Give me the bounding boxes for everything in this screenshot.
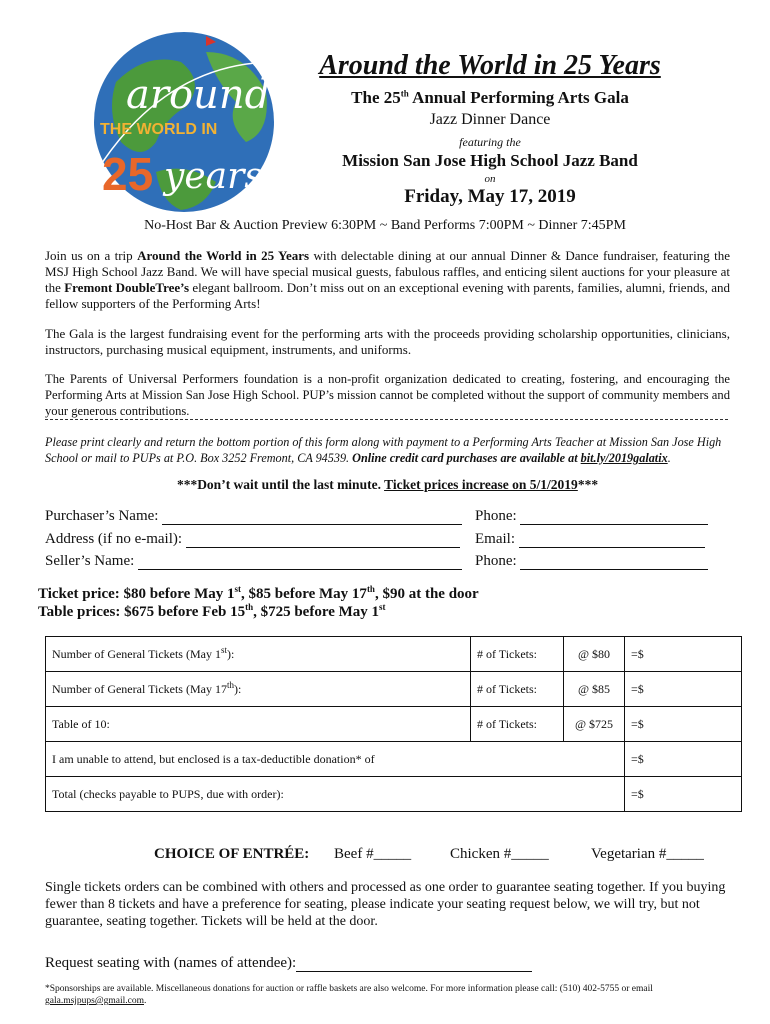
seating-paragraph: Single tickets orders can be combined with others and processed as one order to guarantee seating together. If you buying fewer than 8 tickets and have a preference for seating, please indicate your seating request below, we will try, but not guarantee, seating together. Tickets will be held at the door. xyxy=(45,880,726,929)
order-table xyxy=(45,636,742,812)
table-row: Number of General Tickets (May 17th): # of Tickets: @ $85 =$ xyxy=(46,672,742,707)
amount-cell[interactable]: =$ xyxy=(625,707,742,742)
table-row: Table of 10: # of Tickets: @ $725 =$ xyxy=(46,707,742,742)
chicken-field[interactable]: Chicken #_____ xyxy=(450,846,549,862)
ticket-count-cell[interactable]: # of Tickets: xyxy=(471,637,564,672)
purchase-link[interactable]: bit.ly/2019galatix xyxy=(580,451,668,465)
seating-request-field[interactable]: Request seating with (names of attendee): xyxy=(45,955,735,972)
amount-cell[interactable]: =$ xyxy=(625,637,742,672)
logo-around-text: around xyxy=(126,72,271,118)
logo-world-text: THE WORLD IN xyxy=(100,121,218,138)
event-times: No-Host Bar & Auction Preview 6:30PM ~ Band Performs 7:00PM ~ Dinner 7:45PM xyxy=(144,218,626,233)
ticket-prices: Ticket price: $80 before May 1st, $85 before May 17th, $90 at the door xyxy=(38,584,479,602)
on-text: on xyxy=(484,173,496,185)
featuring-text: featuring the xyxy=(459,135,521,149)
total-amount-cell[interactable]: =$ xyxy=(625,777,742,812)
page-title: Around the World in 25 Years xyxy=(319,50,661,81)
donation-amount-cell[interactable]: =$ xyxy=(625,742,742,777)
table-row: I am unable to attend, but enclosed is a tax-deductible donation* of =$ xyxy=(46,742,742,777)
event-type: Jazz Dinner Dance xyxy=(429,111,551,128)
amount-cell[interactable]: =$ xyxy=(625,672,742,707)
ticket-count-cell[interactable]: # of Tickets: xyxy=(471,707,564,742)
entree-label: CHOICE OF ENTRÉE: xyxy=(154,846,310,862)
email-field[interactable]: Email: xyxy=(475,531,705,548)
seller-phone-field[interactable]: Phone: xyxy=(475,553,708,570)
band-name: Mission San Jose High School Jazz Band xyxy=(342,151,638,170)
intro-paragraph: Join us on a trip Around the World in 25 Years with delectable dining at our annual Dinner & Dance fundraiser, featuring the MSJ High School Jazz Band. We will have special musical guests, fabulous raffles, and enticing silent auctions for your pleasure at the Fremont DoubleTree’s elegant ballroom. Don’t miss out on an exceptional evening with parents, families, alumni, friends, and fellow supporters of the Performing Arts! xyxy=(45,248,730,311)
email-link[interactable]: gala.msjpups@gmail.com xyxy=(45,996,144,1006)
table-prices: Table prices: $675 before Feb 15th, $725 before May 1st xyxy=(38,602,386,620)
beef-field[interactable]: Beef #_____ xyxy=(334,846,412,862)
table-row: Number of General Tickets (May 1st): # of Tickets: @ $80 =$ xyxy=(46,637,742,672)
ticket-count-cell[interactable]: # of Tickets: xyxy=(471,672,564,707)
phone-field[interactable]: Phone: xyxy=(475,508,708,525)
gala-paragraph: The Gala is the largest fundraising event for the performing arts with the proceeds providing scholarship opportunities, clinicians, instructors, purchasing musical equipment, instruments, and uniforms. xyxy=(45,326,730,357)
footnote: *Sponsorships are available. Miscellaneous donations for auction or raffle baskets are also welcome. For more information please call: (510) 402-5755 or email gala.msjpups@gmail.com. xyxy=(45,984,653,1006)
event-date: Friday, May 17, 2019 xyxy=(404,186,576,207)
pup-paragraph: The Parents of Universal Performers foundation is a non-profit organization dedicated to creating, fostering, and encouraging the Performing Arts at Mission San Jose High School. PUP’s mission cannot be completed without the support of community members and your generous contributions. xyxy=(45,372,730,418)
seller-name-field[interactable]: Seller’s Name: xyxy=(45,553,462,570)
return-instructions: Please print clearly and return the bottom portion of this form along with payment to a Performing Arts Teacher at Mission San Jose High School or mail to PUPs at P.O. Box 3252 Fremont, CA 94539. Online credit card purchases are available at bit.ly/2019galatix. xyxy=(45,435,722,465)
logo-years-text: years xyxy=(164,156,263,197)
price-warning: ***Don’t wait until the last minute. Ticket prices increase on 5/1/2019*** xyxy=(176,477,599,492)
cut-line xyxy=(45,419,728,420)
vegetarian-field[interactable]: Vegetarian #_____ xyxy=(591,846,704,862)
gala-subtitle: The 25th Annual Performing Arts Gala xyxy=(351,88,629,107)
logo-25-text: 25 xyxy=(102,148,154,200)
globe-logo xyxy=(86,22,284,218)
address-field[interactable]: Address (if no e-mail): xyxy=(45,531,460,548)
table-row: Total (checks payable to PUPS, due with order): =$ xyxy=(46,777,742,812)
purchaser-name-field[interactable]: Purchaser’s Name: xyxy=(45,508,462,525)
